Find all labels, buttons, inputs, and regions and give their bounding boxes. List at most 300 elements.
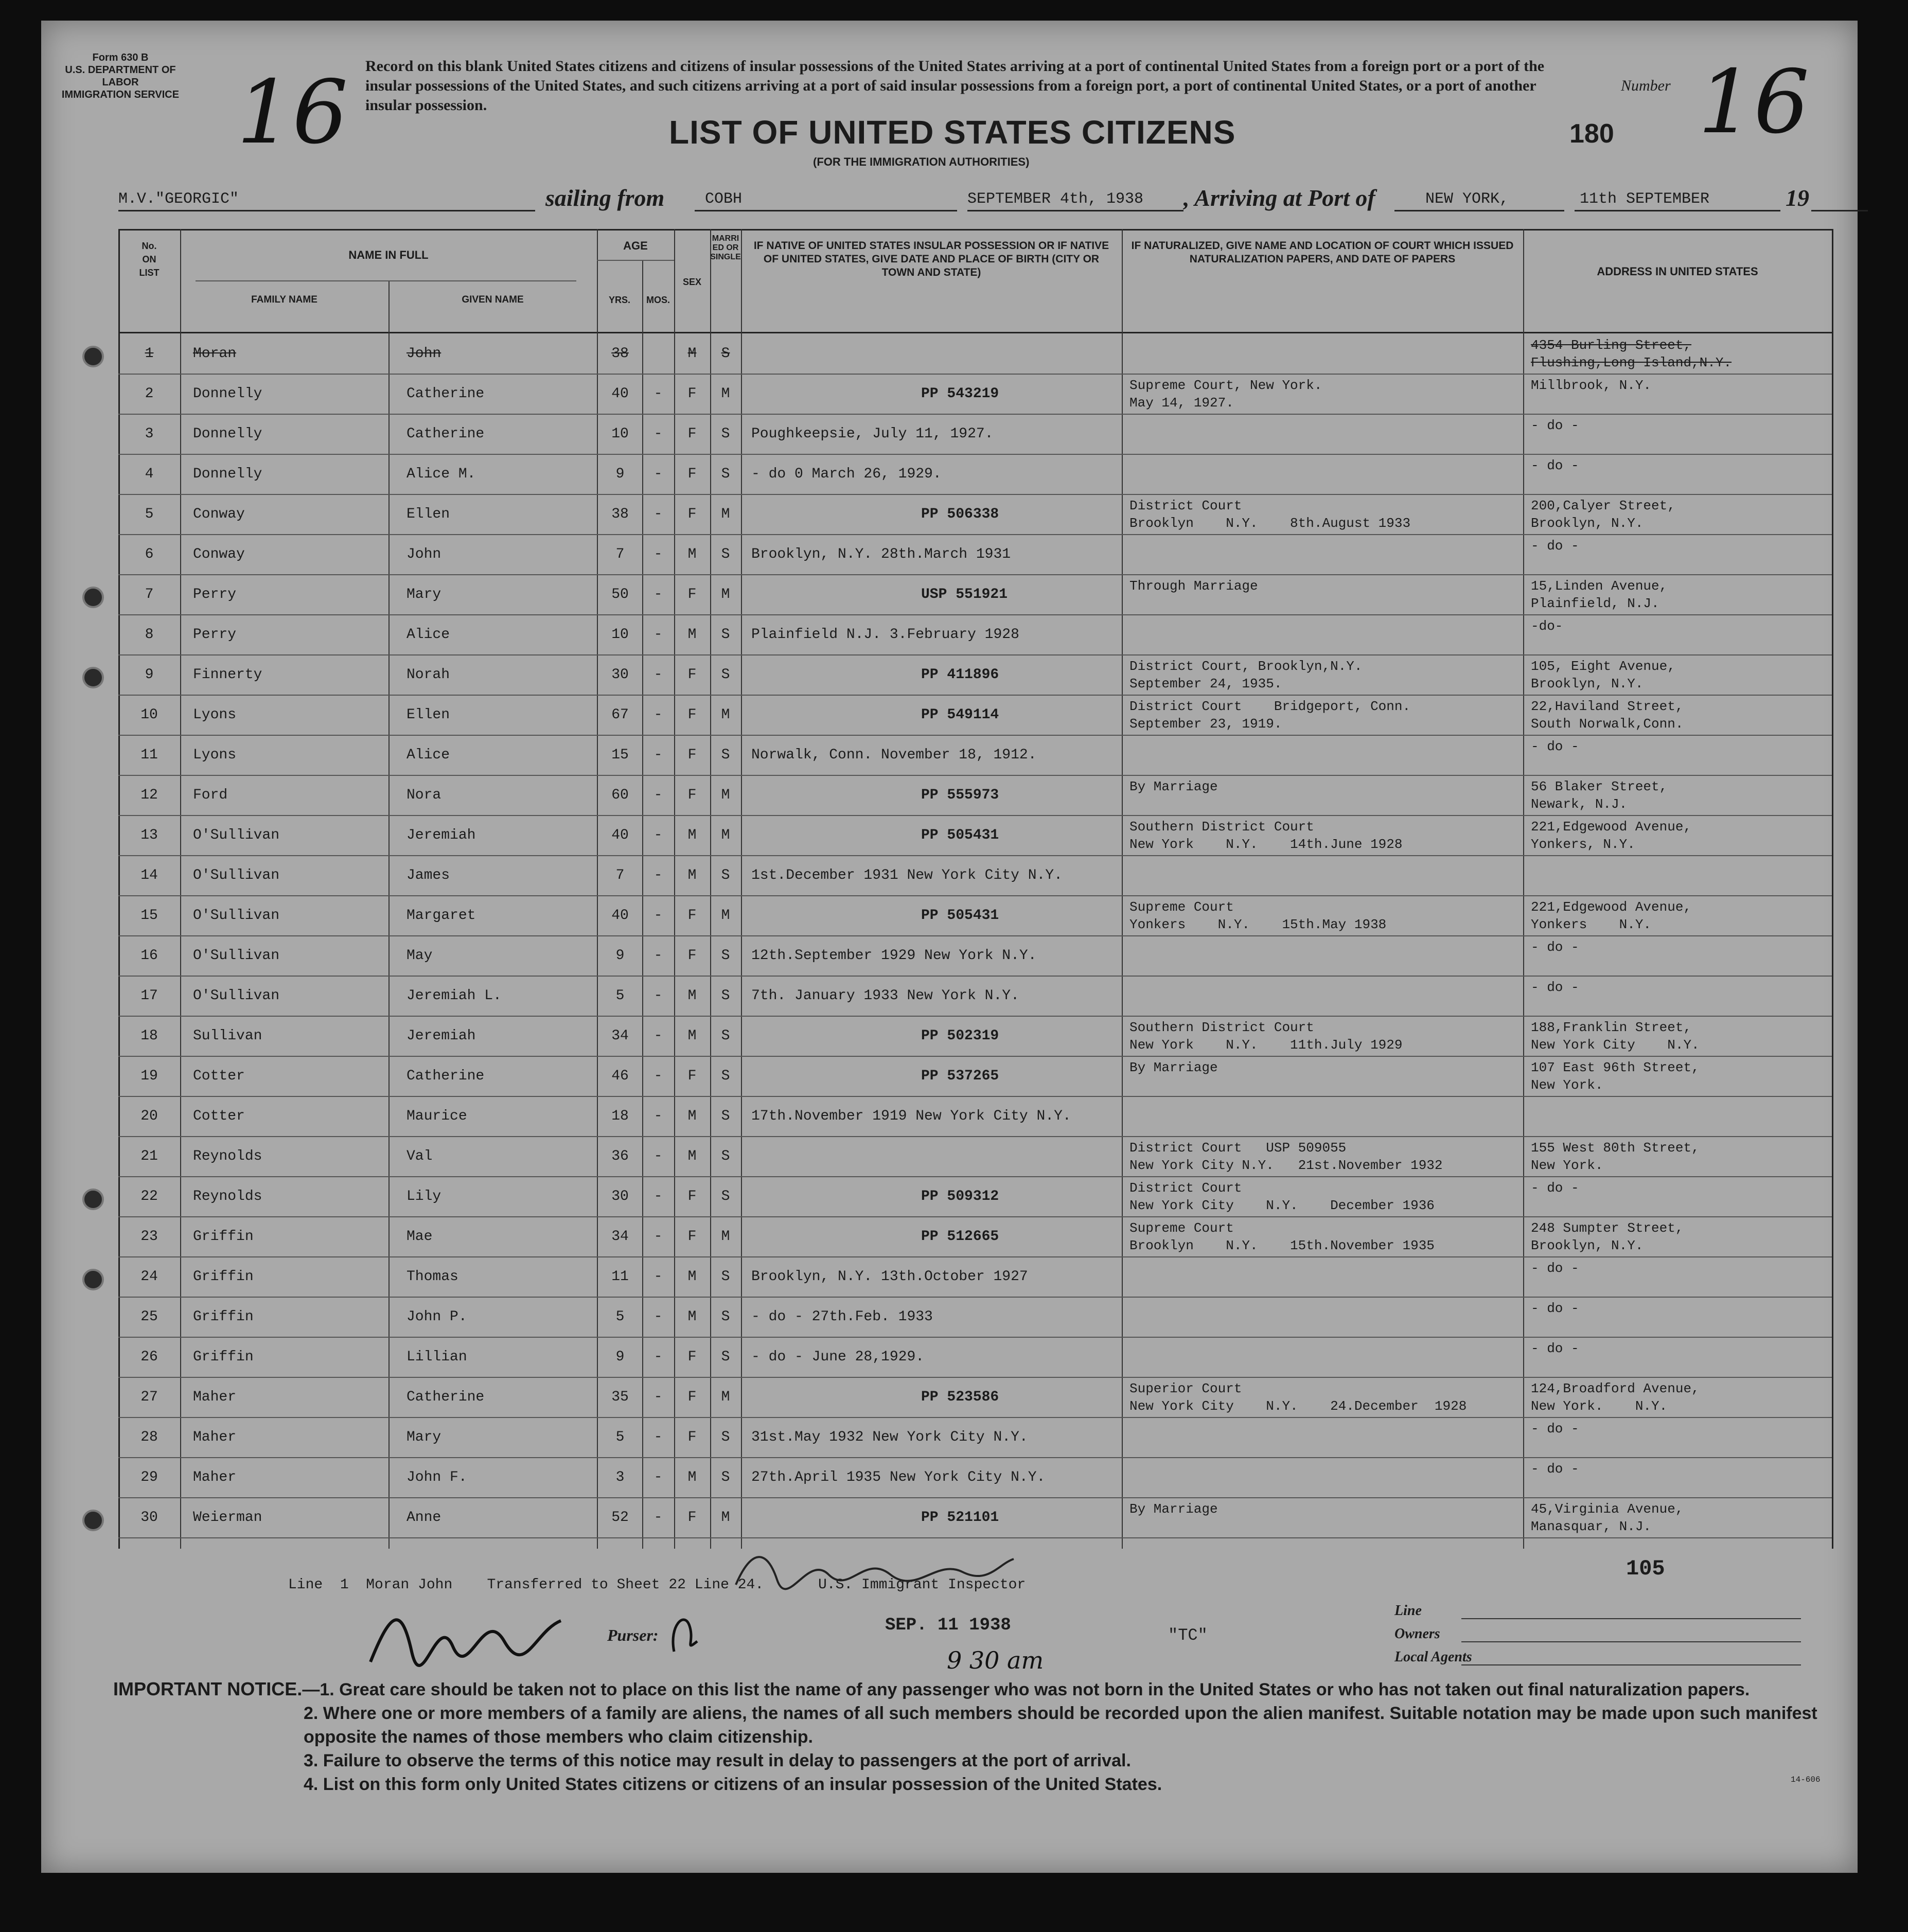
age-months: - bbox=[653, 627, 663, 643]
notice-item-4: 4. List on this form only United States citizens or citizens of an insular possession of the United States. bbox=[304, 1775, 1162, 1794]
sex: M bbox=[687, 1028, 697, 1044]
row-number: 9 bbox=[145, 667, 154, 683]
address: 221,Edgewood Avenue, Yonkers N.Y. bbox=[1531, 899, 1692, 932]
given-name: Lily bbox=[407, 1189, 441, 1204]
marital-status: M bbox=[721, 1229, 730, 1245]
address: -do- bbox=[1531, 618, 1563, 634]
given-name: John bbox=[407, 346, 441, 362]
family-name: Reynolds bbox=[193, 1148, 262, 1164]
time-stamp: 9 30 am bbox=[947, 1646, 1044, 1674]
sex: M bbox=[687, 1309, 697, 1325]
naturalization-info: Supreme Court Brooklyn N.Y. 15th.November 1935 bbox=[1129, 1220, 1435, 1253]
birth-info: Norwalk, Conn. November 18, 1912. bbox=[751, 747, 1037, 763]
page-subtitle: (FOR THE IMMIGRATION AUTHORITIES) bbox=[813, 155, 1030, 168]
address: 107 East 96th Street, New York. bbox=[1531, 1060, 1700, 1093]
age-years: 40 bbox=[611, 908, 629, 924]
form-number: Form 630 B U.S. DEPARTMENT OF LABOR IMMIGRATION SERVICE bbox=[61, 52, 180, 100]
transfer-note: Line 1 Moran John Transferred to Sheet 22 Line 24. bbox=[288, 1577, 764, 1593]
family-name: Maher bbox=[193, 1429, 237, 1445]
row-number: 8 bbox=[145, 627, 154, 643]
owners-label: Owners bbox=[1394, 1626, 1440, 1642]
marital-status: S bbox=[721, 1349, 730, 1365]
address: 188,Franklin Street, New York City N.Y. bbox=[1531, 1020, 1700, 1053]
table-row bbox=[118, 1498, 1832, 1538]
col-header-no: No. ON LIST bbox=[139, 241, 160, 278]
table-row bbox=[118, 1217, 1832, 1257]
address: 221,Edgewood Avenue, Yonkers, N.Y. bbox=[1531, 819, 1692, 852]
birth-info: - do 0 March 26, 1929. bbox=[751, 466, 942, 482]
sheet-count: 105 bbox=[1626, 1556, 1665, 1581]
table-row bbox=[118, 776, 1832, 816]
given-name: Alice M. bbox=[407, 466, 476, 482]
family-name: Perry bbox=[193, 587, 237, 602]
birth-info: 31st.May 1932 New York City N.Y. bbox=[751, 1429, 1028, 1445]
row-number: 26 bbox=[140, 1349, 158, 1365]
sailing-from-label: sailing from bbox=[545, 185, 665, 211]
naturalization-info: By Marriage bbox=[1129, 1060, 1218, 1075]
birth-info: Plainfield N.J. 3.February 1928 bbox=[751, 627, 1019, 643]
age-months: - bbox=[653, 787, 663, 803]
naturalization-info: District Court Brooklyn N.Y. 8th.August 1933 bbox=[1129, 498, 1411, 531]
marital-status: S bbox=[721, 1189, 730, 1204]
row-number: 4 bbox=[145, 466, 154, 482]
naturalization-info: Supreme Court Yonkers N.Y. 15th.May 1938 bbox=[1129, 899, 1387, 932]
table-row bbox=[118, 1458, 1832, 1498]
address: Millbrook, N.Y. bbox=[1531, 378, 1652, 393]
given-name: Ellen bbox=[407, 707, 450, 723]
row-number: 14 bbox=[140, 867, 158, 883]
punch-hole-icon bbox=[82, 1510, 104, 1531]
marital-status: S bbox=[721, 546, 730, 562]
family-name: Cotter bbox=[193, 1068, 245, 1084]
marital-status: S bbox=[721, 627, 730, 643]
given-name: John F. bbox=[407, 1469, 467, 1485]
address: - do - bbox=[1531, 1421, 1579, 1437]
family-name: Conway bbox=[193, 546, 245, 562]
sex: F bbox=[687, 908, 697, 924]
age-years: 40 bbox=[611, 827, 629, 843]
sheet-number: 180 bbox=[1569, 119, 1614, 149]
punch-hole-icon bbox=[82, 1189, 104, 1210]
age-years: 30 bbox=[611, 1189, 629, 1204]
address: - do - bbox=[1531, 1180, 1579, 1196]
row-number: 16 bbox=[140, 948, 158, 964]
age-years: 7 bbox=[615, 867, 625, 883]
sex: F bbox=[687, 1068, 697, 1084]
family-name: Donnelly bbox=[193, 466, 262, 482]
family-name: Maher bbox=[193, 1469, 237, 1485]
purser-signature bbox=[360, 1590, 576, 1682]
marital-status: M bbox=[721, 908, 730, 924]
age-years: 36 bbox=[611, 1148, 629, 1164]
age-years: 5 bbox=[615, 1429, 625, 1445]
row-number: 11 bbox=[140, 747, 158, 763]
row-number: 22 bbox=[140, 1189, 158, 1204]
marital-status: M bbox=[721, 386, 730, 402]
age-years: 15 bbox=[611, 747, 629, 763]
sex: M bbox=[687, 867, 697, 883]
row-number: 23 bbox=[140, 1229, 158, 1245]
given-name: Anne bbox=[407, 1510, 441, 1526]
age-months: - bbox=[653, 1229, 663, 1245]
table-row bbox=[118, 1097, 1832, 1137]
family-name: O'Sullivan bbox=[193, 988, 280, 1004]
age-years: 34 bbox=[611, 1028, 629, 1044]
col-header-yrs: YRS. bbox=[608, 295, 630, 305]
address: - do - bbox=[1531, 980, 1579, 995]
passenger-table bbox=[118, 229, 1832, 1549]
table-row bbox=[118, 455, 1832, 495]
row-number: 19 bbox=[140, 1068, 158, 1084]
family-name: Griffin bbox=[193, 1349, 254, 1365]
col-header-age: AGE bbox=[623, 239, 648, 252]
agents-label: Local Agents bbox=[1394, 1649, 1472, 1665]
table-row bbox=[118, 977, 1832, 1017]
age-months: - bbox=[653, 1309, 663, 1325]
col-header-native: IF NATIVE OF UNITED STATES INSULAR POSSESSION OR IF NATIVE OF UNITED STATES, GIVE DATE AND PLACE OF BIRTH (CITY OR TOWN AND STATE) bbox=[753, 240, 1109, 278]
row-number: 5 bbox=[145, 506, 154, 522]
family-name: Sullivan bbox=[193, 1028, 262, 1044]
family-name: Cotter bbox=[193, 1108, 245, 1124]
given-name: Mae bbox=[407, 1229, 433, 1245]
birth-info: Brooklyn, N.Y. 13th.October 1927 bbox=[751, 1269, 1028, 1285]
sex: F bbox=[687, 787, 697, 803]
arriving-label: , Arriving at Port of bbox=[1183, 185, 1375, 211]
year-prefix: 19 bbox=[1786, 185, 1809, 211]
arrival-port: NEW YORK, bbox=[1425, 190, 1509, 208]
age-months: - bbox=[653, 506, 663, 522]
family-name: O'Sullivan bbox=[193, 908, 280, 924]
row-number: 20 bbox=[140, 1108, 158, 1124]
family-name: Maher bbox=[193, 1389, 237, 1405]
vessel-line bbox=[118, 180, 1816, 211]
age-years: 10 bbox=[611, 426, 629, 442]
birth-info: Poughkeepsie, July 11, 1927. bbox=[751, 426, 994, 442]
table-row bbox=[118, 575, 1832, 615]
table-row bbox=[118, 1177, 1832, 1217]
given-name: Catherine bbox=[407, 1389, 485, 1405]
birth-info: PP 411896 bbox=[921, 667, 999, 683]
sex: F bbox=[687, 386, 697, 402]
table-row bbox=[118, 1378, 1832, 1418]
sex: F bbox=[687, 587, 697, 602]
purser-label: Purser: bbox=[607, 1626, 659, 1644]
marital-status: S bbox=[721, 1469, 730, 1485]
age-years: 10 bbox=[611, 627, 629, 643]
col-header-naturalized: IF NATURALIZED, GIVE NAME AND LOCATION OF COURT WHICH ISSUED NATURALIZATION PAPERS, AND DATE OF PAPERS bbox=[1131, 240, 1514, 265]
marital-status: S bbox=[721, 1429, 730, 1445]
age-years: 40 bbox=[611, 386, 629, 402]
family-name: Griffin bbox=[193, 1269, 254, 1285]
sex: M bbox=[687, 1469, 697, 1485]
naturalization-info: Southern District Court New York N.Y. 14th.June 1928 bbox=[1129, 819, 1403, 852]
given-name: John P. bbox=[407, 1309, 467, 1325]
address: 22,Haviland Street, South Norwalk,Conn. bbox=[1531, 699, 1684, 732]
sex: F bbox=[687, 747, 697, 763]
table-row bbox=[118, 495, 1832, 535]
inspector-label: U.S. Immigrant Inspector bbox=[818, 1577, 1026, 1593]
sex: F bbox=[687, 667, 697, 683]
marital-status: M bbox=[721, 827, 730, 843]
birth-info: Brooklyn, N.Y. 28th.March 1931 bbox=[751, 546, 1011, 562]
age-years: 5 bbox=[615, 988, 625, 1004]
age-years: 9 bbox=[615, 466, 625, 482]
given-name: Jeremiah bbox=[407, 827, 476, 843]
line-label: Line bbox=[1394, 1603, 1422, 1619]
address: - do - bbox=[1531, 739, 1579, 754]
table-row bbox=[118, 1057, 1832, 1097]
age-years: 38 bbox=[611, 506, 629, 522]
age-months: - bbox=[653, 1469, 663, 1485]
address: - do - bbox=[1531, 1461, 1579, 1477]
age-months: - bbox=[653, 827, 663, 843]
given-name: Alice bbox=[407, 627, 450, 643]
family-name: Griffin bbox=[193, 1309, 254, 1325]
sex: M bbox=[687, 546, 697, 562]
given-name: Jeremiah bbox=[407, 1028, 476, 1044]
table-row bbox=[118, 936, 1832, 977]
family-name: O'Sullivan bbox=[193, 827, 280, 843]
given-name: Mary bbox=[407, 587, 441, 602]
age-years: 35 bbox=[611, 1389, 629, 1405]
address: - do - bbox=[1531, 1341, 1579, 1356]
marital-status: S bbox=[721, 948, 730, 964]
marital-status: S bbox=[721, 1068, 730, 1084]
ship-name: M.V."GEORGIC" bbox=[118, 190, 239, 208]
table-row bbox=[118, 696, 1832, 736]
table-row bbox=[118, 415, 1832, 455]
marital-status: M bbox=[721, 1389, 730, 1405]
table-row bbox=[118, 896, 1832, 936]
age-months: - bbox=[653, 988, 663, 1004]
handwritten-sheet-number: 16 bbox=[237, 62, 348, 164]
table-row bbox=[118, 334, 1832, 375]
given-name: Lillian bbox=[407, 1349, 467, 1365]
row-number: 3 bbox=[145, 426, 154, 442]
age-months: - bbox=[653, 1349, 663, 1365]
marital-status: S bbox=[721, 1108, 730, 1124]
naturalization-info: District Court New York City N.Y. December 1936 bbox=[1129, 1180, 1435, 1213]
punch-hole-icon bbox=[82, 1269, 104, 1290]
age-months: - bbox=[653, 426, 663, 442]
inspector-signature bbox=[731, 1544, 1019, 1600]
birth-info: 1st.December 1931 New York City N.Y. bbox=[751, 867, 1063, 883]
birth-info: PP 512665 bbox=[921, 1229, 999, 1245]
age-years: 46 bbox=[611, 1068, 629, 1084]
age-years: 9 bbox=[615, 1349, 625, 1365]
sex: F bbox=[687, 707, 697, 723]
sex: F bbox=[687, 1349, 697, 1365]
record-instructions: Record on this blank United States citizens and citizens of insular possessions of the United States arriving at a port of continental United States from a foreign port or a port of the insular possessions of the United States, and such citizens arriving at a port of said insular possessions from a foreign port, a port of continental United States, or a port of another insular possession. bbox=[365, 58, 1545, 114]
age-years: 7 bbox=[615, 546, 625, 562]
age-months: - bbox=[653, 546, 663, 562]
age-years: 30 bbox=[611, 667, 629, 683]
table-row bbox=[118, 736, 1832, 776]
birth-info: PP 523586 bbox=[921, 1389, 999, 1405]
age-years: 50 bbox=[611, 587, 629, 602]
address: 15,Linden Avenue, Plainfield, N.J. bbox=[1531, 578, 1668, 611]
given-name: Norah bbox=[407, 667, 450, 683]
row-number: 7 bbox=[145, 587, 154, 602]
address: - do - bbox=[1531, 1261, 1579, 1276]
given-name: Thomas bbox=[407, 1269, 458, 1285]
marital-status: S bbox=[721, 466, 730, 482]
sex: F bbox=[687, 466, 697, 482]
age-months: - bbox=[653, 908, 663, 924]
important-notice bbox=[113, 1677, 1827, 1796]
family-name: Donnelly bbox=[193, 426, 262, 442]
address: 200,Calyer Street, Brooklyn, N.Y. bbox=[1531, 498, 1675, 531]
marital-status: M bbox=[721, 787, 730, 803]
col-header-address: ADDRESS IN UNITED STATES bbox=[1597, 265, 1758, 278]
address: - do - bbox=[1531, 940, 1579, 955]
col-header-name: NAME IN FULL bbox=[348, 249, 429, 261]
family-name: Donnelly bbox=[193, 386, 262, 402]
table-row bbox=[118, 1418, 1832, 1458]
port-from: COBH bbox=[705, 190, 743, 208]
age-months: - bbox=[653, 1269, 663, 1285]
table-row bbox=[118, 1298, 1832, 1338]
marital-status: S bbox=[721, 867, 730, 883]
table-row bbox=[118, 816, 1832, 856]
birth-info: 27th.April 1935 New York City N.Y. bbox=[751, 1469, 1046, 1485]
age-years: 9 bbox=[615, 948, 625, 964]
col-header-family: FAMILY NAME bbox=[251, 294, 317, 305]
sex: F bbox=[687, 506, 697, 522]
row-number: 25 bbox=[140, 1309, 158, 1325]
birth-info: - do - June 28,1929. bbox=[751, 1349, 925, 1365]
naturalization-info: District Court USP 509055 New York City N.Y. 21st.November 1932 bbox=[1129, 1140, 1443, 1173]
birth-info: PP 502319 bbox=[921, 1028, 999, 1044]
family-name: Conway bbox=[193, 506, 245, 522]
age-years: 52 bbox=[611, 1510, 629, 1526]
birth-info: 12th.September 1929 New York N.Y. bbox=[751, 948, 1037, 964]
marital-status: S bbox=[721, 1309, 730, 1325]
family-name: O'Sullivan bbox=[193, 867, 280, 883]
marital-status: M bbox=[721, 1510, 730, 1526]
row-number: 29 bbox=[140, 1469, 158, 1485]
address: - do - bbox=[1531, 538, 1579, 554]
col-header-married: MARRIED OR SINGLE bbox=[710, 234, 741, 261]
birth-info: PP 555973 bbox=[921, 787, 999, 803]
row-number: 18 bbox=[140, 1028, 158, 1044]
marital-status: M bbox=[721, 707, 730, 723]
naturalization-info: Through Marriage bbox=[1129, 578, 1258, 594]
page-title: LIST OF UNITED STATES CITIZENS bbox=[669, 114, 1236, 151]
tc-mark: "TC" bbox=[1168, 1626, 1208, 1645]
col-header-mos: MOS. bbox=[646, 295, 670, 305]
marital-status: M bbox=[721, 587, 730, 602]
row-number: 21 bbox=[140, 1148, 158, 1164]
sex: M bbox=[687, 988, 697, 1004]
sex: M bbox=[687, 627, 697, 643]
punch-hole-icon bbox=[82, 667, 104, 688]
age-months: - bbox=[653, 1028, 663, 1044]
table-row bbox=[118, 856, 1832, 896]
table-row bbox=[118, 1137, 1832, 1177]
age-months: - bbox=[653, 386, 663, 402]
col-header-given: GIVEN NAME bbox=[462, 294, 524, 305]
address: 4354 Burling Street, Flushing,Long Island,N.Y. bbox=[1531, 338, 1732, 370]
row-number: 2 bbox=[145, 386, 154, 402]
punch-hole-icon bbox=[82, 346, 104, 367]
age-months: - bbox=[653, 1148, 663, 1164]
row-number: 10 bbox=[140, 707, 158, 723]
family-name: O'Sullivan bbox=[193, 948, 280, 964]
sex: M bbox=[687, 827, 697, 843]
given-name: Val bbox=[407, 1148, 433, 1164]
row-number: 17 bbox=[140, 988, 158, 1004]
age-years: 34 bbox=[611, 1229, 629, 1245]
birth-info: USP 551921 bbox=[921, 587, 1008, 602]
sex: F bbox=[687, 1229, 697, 1245]
age-months: - bbox=[653, 1510, 663, 1526]
sex: F bbox=[687, 1189, 697, 1204]
age-years: 3 bbox=[615, 1469, 625, 1485]
row-number: 12 bbox=[140, 787, 158, 803]
table-row bbox=[118, 535, 1832, 575]
given-name: Mary bbox=[407, 1429, 441, 1445]
address: 124,Broadford Avenue, New York. N.Y. bbox=[1531, 1381, 1700, 1414]
age-years: 18 bbox=[611, 1108, 629, 1124]
family-name: Perry bbox=[193, 627, 237, 643]
sex: F bbox=[687, 1389, 697, 1405]
punch-hole-icon bbox=[82, 587, 104, 608]
age-months: - bbox=[653, 466, 663, 482]
address: 248 Sumpter Street, Brooklyn, N.Y. bbox=[1531, 1220, 1684, 1253]
birth-info: PP 549114 bbox=[921, 707, 999, 723]
sex: M bbox=[687, 346, 697, 362]
table-row bbox=[118, 655, 1832, 696]
notice-item-1: —1. Great care should be taken not to place on this list the name of any passenger who was not born in the United States or who has not taken out final naturalization papers. bbox=[302, 1680, 1750, 1699]
given-name: Catherine bbox=[407, 1068, 485, 1084]
birth-info: PP 505431 bbox=[921, 908, 999, 924]
purser-initials bbox=[664, 1605, 705, 1662]
row-number: 15 bbox=[140, 908, 158, 924]
age-years: 11 bbox=[611, 1269, 629, 1285]
handwritten-number: 16 bbox=[1698, 51, 1810, 153]
row-number: 24 bbox=[140, 1269, 158, 1285]
date-stamp: SEP. 11 1938 bbox=[885, 1616, 1011, 1635]
notice-item-2: 2. Where one or more members of a family are aliens, the names of all such members should be recorded upon the alien manifest. Suitable notation may be made upon such manifest opposite the names of those members who claim citizenship. bbox=[304, 1704, 1817, 1747]
family-name: Reynolds bbox=[193, 1189, 262, 1204]
notice-item-3: 3. Failure to observe the terms of this notice may result in delay to passengers at the port of arrival. bbox=[304, 1751, 1131, 1770]
birth-info: PP 537265 bbox=[921, 1068, 999, 1084]
marital-status: M bbox=[721, 506, 730, 522]
address: - do - bbox=[1531, 458, 1579, 473]
birth-info: PP 543219 bbox=[921, 386, 999, 402]
family-name: Lyons bbox=[193, 707, 237, 723]
marital-status: S bbox=[721, 426, 730, 442]
birth-info: - do - 27th.Feb. 1933 bbox=[751, 1309, 933, 1325]
given-name: Jeremiah L. bbox=[407, 988, 502, 1004]
given-name: Margaret bbox=[407, 908, 476, 924]
row-number: 6 bbox=[145, 546, 154, 562]
row-number: 1 bbox=[145, 346, 154, 362]
table-row bbox=[118, 615, 1832, 655]
naturalization-info: Supreme Court, New York. May 14, 1927. bbox=[1129, 378, 1322, 411]
age-years: 5 bbox=[615, 1309, 625, 1325]
sex: M bbox=[687, 1269, 697, 1285]
manifest-sheet bbox=[41, 21, 1858, 1873]
address: 45,Virginia Avenue, Manasquar, N.J. bbox=[1531, 1501, 1684, 1534]
age-months: - bbox=[653, 1189, 663, 1204]
birth-info: PP 521101 bbox=[921, 1510, 999, 1526]
address: 105, Eight Avenue, Brooklyn, N.Y. bbox=[1531, 659, 1675, 692]
departure-date: SEPTEMBER 4th, 1938 bbox=[967, 190, 1144, 208]
age-months: - bbox=[653, 747, 663, 763]
age-months: - bbox=[653, 587, 663, 602]
